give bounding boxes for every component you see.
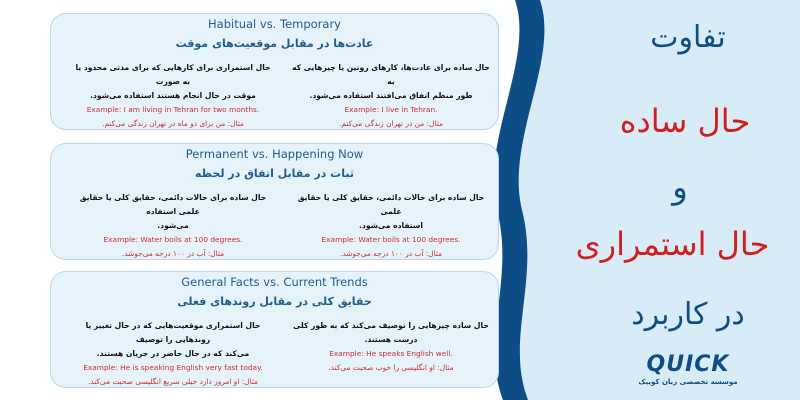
example-english: Example: I live in Tehran. [344, 105, 438, 114]
heading-line-present-continuous: حال استمراری [575, 225, 770, 263]
card-title: Habitual vs. Temporary [208, 17, 341, 31]
example-english: Example: Water boils at 100 degrees. [321, 235, 461, 244]
description-line: می‌شود. [157, 221, 189, 230]
simple-present-column [291, 191, 491, 261]
example-persian: مثال: من در تهران زندگی می‌کنم. [339, 119, 443, 128]
present-continuous-column [73, 319, 273, 389]
example-english: Example: He is speaking English very fast today. [83, 363, 263, 372]
example-persian: مثال: آب در ۱۰۰ درجه می‌جوشد. [121, 249, 225, 258]
card-subtitle: عادت‌ها در مقابل موقعیت‌های موقت [175, 37, 374, 50]
logo-tagline: موسسه تخصصی زبان کوییک [638, 378, 738, 386]
description-line: حال ساده برای حالات دائمی، حقایق کلی یا حقایق علمی استفاده [79, 193, 267, 216]
simple-present-column [291, 319, 491, 375]
example-english: Example: I am living in Tehran for two months. [86, 105, 260, 114]
heading-line-simple-present: حال ساده [619, 102, 751, 140]
example-persian: مثال: او امروز دارد خیلی سریع انگلیسی صحبت می‌کند. [87, 377, 259, 386]
description-line: می‌کند که در حال حاضر در جریان هستند. [96, 349, 250, 358]
description-line: حال استمراری موقعیت‌هایی که در حال تغییر یا روندهایی را توصیف [85, 321, 261, 344]
description-line: حال ساده چیزهایی را توصیف می‌کند که به طور کلی [293, 321, 489, 330]
description-line: موقت در حال انجام هستند استفاده می‌شود. [90, 91, 256, 100]
description-line: حال استمراری برای کارهایی که برای مدتی محدود یا به صورت [75, 63, 271, 86]
example-persian: مثال: آب در ۱۰۰ درجه می‌جوشد. [339, 249, 443, 258]
description-line: درست هستند. [364, 335, 418, 344]
description-line: حال ساده برای حالات دائمی، حقایق کلی یا حقایق علمی [297, 193, 485, 216]
heading-line-in-usage: در کاربرد [631, 297, 745, 332]
card-subtitle: حقایق کلی در مقابل روندهای فعلی [177, 295, 372, 308]
description-line: حال ساده برای عادت‌ها، کارهای روتین یا چیزهایی که به [292, 63, 490, 86]
description-line: استفاده می‌شود. [359, 221, 423, 230]
example-persian: مثال: او انگلیسی را خوب صحبت می‌کند. [328, 363, 454, 372]
card-general-facts-current-trends [50, 271, 499, 388]
description-line: طور منظم اتفاق می‌افتند استفاده می‌شود. [309, 91, 473, 100]
card-title: General Facts vs. Current Trends [181, 275, 368, 289]
card-permanent-happening-now [50, 143, 499, 260]
card-subtitle: ثبات در مقابل اتفاق در لحظه [195, 167, 354, 180]
present-continuous-column [73, 191, 273, 261]
example-english: Example: Water boils at 100 degrees. [103, 235, 243, 244]
card-title: Permanent vs. Happening Now [185, 147, 364, 161]
logo-wordmark: QUICK [646, 352, 730, 377]
heading-line-difference: تفاوت [650, 20, 726, 55]
heading-line-and: و [672, 168, 688, 206]
present-continuous-column [73, 61, 273, 131]
quick-logo [628, 352, 748, 394]
example-persian: مثال: من برای دو ماه در تهران زندگی می‌کنم. [102, 119, 244, 128]
example-english: Example: He speaks English well. [329, 349, 453, 358]
card-habitual-temporary [50, 13, 499, 130]
simple-present-column [291, 61, 491, 131]
